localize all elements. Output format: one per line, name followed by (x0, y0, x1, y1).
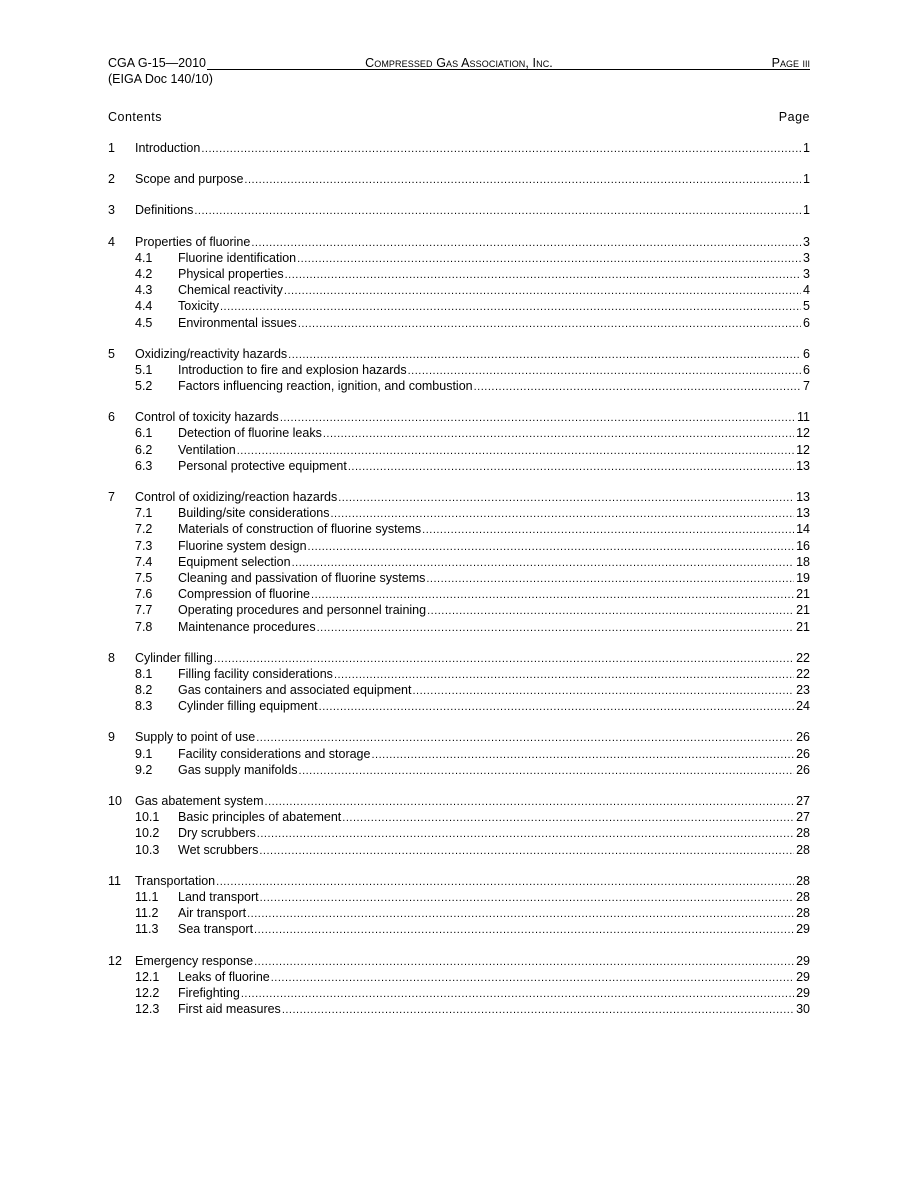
entry-title: Oxidizing/reactivity hazards (135, 346, 288, 361)
toc-section (108, 650, 810, 715)
entry-title: Basic principles of abatement (178, 810, 342, 825)
toc-subentry[interactable] (108, 666, 810, 682)
dot-leader (254, 921, 794, 938)
toc-subentry[interactable] (108, 505, 810, 521)
entry-page: 11 (797, 410, 810, 425)
dot-leader (257, 825, 794, 842)
toc-subentry[interactable] (108, 282, 810, 298)
dot-leader (308, 538, 795, 555)
entry-title: Environmental issues (178, 315, 297, 330)
entry-number: 7.5 (135, 570, 153, 585)
dot-leader (422, 521, 794, 538)
entry-page: 3 (803, 266, 810, 281)
entry-number: 7 (108, 490, 115, 504)
entry-number: 11.1 (135, 889, 159, 904)
entry-page: 23 (796, 683, 810, 698)
entry-number: 12.1 (135, 969, 160, 984)
toc-subentry[interactable] (108, 746, 810, 762)
entry-number: 10.2 (135, 826, 160, 841)
entry-title: Ventilation (178, 442, 236, 457)
entry-title: Materials of construction of fluorine systems (178, 522, 422, 537)
entry-page: 22 (796, 666, 810, 681)
dot-leader (251, 234, 801, 251)
entry-page: 30 (796, 1002, 810, 1017)
toc-entry[interactable] (108, 234, 810, 250)
entry-title: Equipment selection (178, 554, 291, 569)
entry-page: 28 (796, 873, 810, 888)
entry-title: Fluorine system design (178, 538, 307, 553)
entry-number: 4.5 (135, 315, 153, 330)
toc-entry[interactable] (108, 793, 810, 809)
entry-number: 1 (108, 141, 115, 155)
entry-page: 1 (803, 172, 810, 187)
entry-number: 4.1 (135, 250, 153, 265)
entry-page: 22 (796, 650, 810, 665)
toc-subentry[interactable] (108, 969, 810, 985)
entry-title: Transportation (135, 873, 216, 888)
dot-leader (282, 1001, 794, 1018)
entry-page: 29 (796, 985, 810, 1000)
toc-subentry[interactable] (108, 554, 810, 570)
dot-leader (426, 570, 794, 587)
entry-title: Leaks of fluorine (178, 969, 270, 984)
dot-leader (260, 889, 794, 906)
entry-number: 11 (108, 873, 121, 888)
entry-number: 7.7 (135, 603, 153, 618)
entry-page: 21 (796, 587, 810, 602)
entry-title: Detection of fluorine leaks (178, 426, 322, 441)
entry-number: 6 (108, 410, 115, 425)
entry-title: Maintenance procedures (178, 619, 316, 634)
entry-number: 7.6 (135, 587, 153, 602)
toc-section (108, 953, 810, 1018)
entry-page: 27 (796, 810, 810, 825)
toc-subentry[interactable] (108, 538, 810, 554)
dot-leader (323, 425, 794, 442)
toc-subentry[interactable] (108, 570, 810, 586)
dot-leader (298, 315, 801, 332)
toc-section (108, 793, 810, 858)
dot-leader (427, 602, 794, 619)
toc-entry[interactable] (108, 873, 810, 889)
dot-leader (412, 682, 794, 699)
entry-page: 21 (796, 603, 810, 618)
dot-leader (259, 842, 794, 859)
entry-number: 11.2 (135, 906, 159, 921)
dot-leader (220, 298, 801, 315)
entry-title: Introduction to fire and explosion hazards (178, 362, 407, 377)
dot-leader (254, 953, 794, 970)
entry-page: 29 (796, 922, 810, 937)
toc-entry[interactable] (108, 489, 810, 505)
entry-title: Cylinder filling equipment (178, 699, 318, 714)
entry-number: 9.2 (135, 762, 153, 777)
entry-title: Introduction (135, 141, 201, 155)
toc-subentry[interactable] (108, 698, 810, 714)
table-of-contents (108, 140, 810, 1032)
header-line (108, 55, 810, 71)
dot-leader (292, 554, 795, 571)
entry-title: Air transport (178, 906, 247, 921)
entry-number: 10.3 (135, 842, 160, 857)
toc-entry[interactable] (108, 953, 810, 969)
toc-section (108, 873, 810, 938)
toc-subentry[interactable] (108, 250, 810, 266)
dot-leader (284, 282, 801, 299)
entry-page: 14 (796, 522, 810, 537)
toc-subentry[interactable] (108, 809, 810, 825)
dot-leader (280, 409, 795, 426)
dot-leader (319, 698, 794, 715)
entry-page: 13 (796, 458, 810, 473)
entry-number: 12.2 (135, 985, 160, 1000)
entry-page: 26 (796, 746, 810, 761)
entry-number: 5 (108, 346, 115, 361)
entry-page: 29 (796, 953, 810, 968)
dot-leader (311, 586, 794, 603)
toc-subentry[interactable] (108, 521, 810, 537)
entry-title: Gas supply manifolds (178, 762, 298, 777)
entry-page: 1 (803, 141, 810, 155)
toc-subentry[interactable] (108, 842, 810, 858)
toc-subentry[interactable] (108, 378, 810, 394)
entry-title: Toxicity (178, 299, 219, 314)
entry-title: Wet scrubbers (178, 842, 259, 857)
entry-number: 7.8 (135, 619, 153, 634)
dot-leader (317, 619, 795, 636)
toc-section (108, 489, 810, 635)
toc-subentry[interactable] (108, 602, 810, 618)
entry-title: Personal protective equipment (178, 458, 347, 473)
contents-heading-row (108, 109, 810, 125)
toc-subentry[interactable] (108, 905, 810, 921)
toc-subentry[interactable] (108, 425, 810, 441)
entry-title: Chemical reactivity (178, 283, 283, 298)
dot-leader (338, 489, 794, 506)
entry-title: Operating procedures and personnel training (178, 603, 427, 618)
entry-title: Gas abatement system (135, 794, 264, 808)
toc-subentry[interactable] (108, 762, 810, 778)
entry-page: 24 (796, 699, 810, 714)
entry-title: Firefighting (178, 985, 240, 1000)
toc-subentry[interactable] (108, 266, 810, 282)
entry-page: 29 (796, 969, 810, 984)
dot-leader (247, 905, 794, 922)
entry-title: Emergency response (135, 953, 254, 968)
entry-number: 9.1 (135, 746, 153, 761)
entry-title: Definitions (135, 203, 194, 218)
dot-leader (194, 202, 801, 219)
entry-title: Compression of fluorine (178, 587, 311, 602)
toc-subentry[interactable] (108, 619, 810, 635)
entry-number: 6.1 (135, 426, 153, 441)
document-subtitle: (EIGA Doc 140/10) (108, 72, 213, 86)
dot-leader (244, 171, 801, 188)
entry-number: 7.3 (135, 538, 153, 553)
entry-title: Physical properties (178, 266, 284, 281)
entry-number: 12 (108, 953, 122, 968)
entry-number: 12.3 (135, 1002, 160, 1017)
toc-entry[interactable] (108, 650, 810, 666)
entry-page: 13 (796, 506, 810, 521)
entry-page: 16 (796, 538, 810, 553)
entry-number: 4.4 (135, 299, 153, 314)
entry-number: 9 (108, 730, 115, 745)
toc-entry[interactable] (108, 409, 810, 425)
entry-number: 4.3 (135, 283, 153, 298)
entry-number: 7.2 (135, 522, 153, 537)
dot-leader (237, 442, 794, 459)
dot-leader (330, 505, 794, 522)
entry-page: 19 (796, 570, 810, 585)
toc-section (108, 202, 810, 218)
contents-title: Contents (108, 110, 163, 124)
page-column-label: Page (778, 110, 810, 124)
toc-entry[interactable] (108, 140, 810, 156)
entry-page: 28 (796, 826, 810, 841)
page-number: Page iii (771, 56, 810, 70)
dot-leader (342, 809, 794, 826)
entry-title: Land transport (178, 889, 259, 904)
entry-page: 6 (803, 362, 810, 377)
document-id: CGA G-15—2010 (108, 56, 206, 70)
dot-leader (201, 140, 801, 157)
toc-subentry[interactable] (108, 442, 810, 458)
dot-leader (334, 666, 794, 683)
toc-section (108, 140, 810, 156)
toc-section (108, 346, 810, 395)
page-header (108, 55, 810, 87)
entry-page: 3 (803, 234, 810, 249)
dot-leader (297, 250, 801, 267)
entry-page: 26 (796, 762, 810, 777)
entry-number: 10.1 (135, 810, 160, 825)
toc-subentry[interactable] (108, 825, 810, 841)
dot-leader (241, 985, 794, 1002)
toc-entry[interactable] (108, 346, 810, 362)
entry-page: 3 (803, 250, 810, 265)
toc-subentry[interactable] (108, 586, 810, 602)
dot-leader (216, 873, 794, 890)
toc-entry[interactable] (108, 202, 810, 218)
entry-number: 8.2 (135, 683, 153, 698)
entry-page: 28 (796, 906, 810, 921)
toc-subentry[interactable] (108, 362, 810, 378)
toc-subentry[interactable] (108, 921, 810, 937)
entry-number: 11.3 (135, 922, 159, 937)
entry-number: 5.1 (135, 362, 153, 377)
entry-number: 4 (108, 234, 115, 249)
entry-title: Factors influencing reaction, ignition, and combustion (178, 379, 473, 394)
entry-number: 7.1 (135, 506, 153, 521)
toc-entry[interactable] (108, 729, 810, 745)
toc-section (108, 171, 810, 187)
toc-subentry[interactable] (108, 1001, 810, 1017)
entry-title: Cleaning and passivation of fluorine systems (178, 570, 426, 585)
toc-subentry[interactable] (108, 682, 810, 698)
dot-leader (299, 762, 795, 779)
entry-page: 28 (796, 889, 810, 904)
entry-title: Control of oxidizing/reaction hazards (135, 490, 338, 504)
entry-title: Fluorine identification (178, 250, 297, 265)
entry-number: 6.3 (135, 458, 153, 473)
entry-title: First aid measures (178, 1002, 281, 1017)
entry-number: 7.4 (135, 554, 153, 569)
entry-number: 6.2 (135, 442, 153, 457)
toc-subentry[interactable] (108, 298, 810, 314)
entry-page: 28 (796, 842, 810, 857)
entry-page: 1 (803, 203, 810, 218)
toc-subentry[interactable] (108, 889, 810, 905)
toc-entry[interactable] (108, 171, 810, 187)
entry-page: 6 (803, 315, 810, 330)
entry-number: 10 (108, 794, 122, 808)
dot-leader (285, 266, 801, 283)
dot-leader (256, 729, 794, 746)
entry-page: 13 (796, 490, 810, 504)
entry-title: Supply to point of use (135, 730, 256, 745)
entry-title: Cylinder filling (135, 650, 213, 665)
entry-title: Filling facility considerations (178, 666, 333, 681)
dot-leader (214, 650, 794, 667)
organization-name: Compressed Gas Association, Inc. (365, 56, 553, 70)
entry-number: 3 (108, 203, 115, 218)
dot-leader (265, 793, 795, 810)
entry-page: 5 (803, 299, 810, 314)
entry-page: 12 (796, 426, 810, 441)
dot-leader (474, 378, 801, 395)
entry-title: Dry scrubbers (178, 826, 256, 841)
entry-number: 5.2 (135, 379, 153, 394)
entry-title: Building/site considerations (178, 506, 330, 521)
entry-title: Facility considerations and storage (178, 746, 371, 761)
toc-section (108, 234, 810, 331)
dot-leader (348, 458, 794, 475)
entry-page: 12 (796, 442, 810, 457)
entry-number: 8.3 (135, 699, 153, 714)
entry-page: 18 (796, 554, 810, 569)
entry-page: 6 (803, 346, 810, 361)
entry-title: Sea transport (178, 922, 254, 937)
entry-page: 21 (796, 619, 810, 634)
entry-page: 4 (803, 283, 810, 298)
entry-page: 27 (796, 794, 810, 808)
toc-section (108, 409, 810, 474)
entry-number: 8 (108, 650, 115, 665)
entry-title: Gas containers and associated equipment (178, 683, 412, 698)
entry-number: 4.2 (135, 266, 153, 281)
toc-section (108, 729, 810, 778)
entry-number: 8.1 (135, 666, 153, 681)
toc-subentry[interactable] (108, 315, 810, 331)
toc-subentry[interactable] (108, 458, 810, 474)
entry-title: Properties of fluorine (135, 234, 251, 249)
dot-leader (288, 346, 801, 363)
entry-number: 2 (108, 172, 115, 187)
dot-leader (371, 746, 794, 763)
entry-title: Scope and purpose (135, 172, 244, 187)
dot-leader (408, 362, 801, 379)
entry-page: 26 (796, 730, 810, 745)
toc-subentry[interactable] (108, 985, 810, 1001)
dot-leader (271, 969, 794, 986)
entry-page: 7 (803, 379, 810, 394)
entry-title: Control of toxicity hazards (135, 410, 279, 425)
